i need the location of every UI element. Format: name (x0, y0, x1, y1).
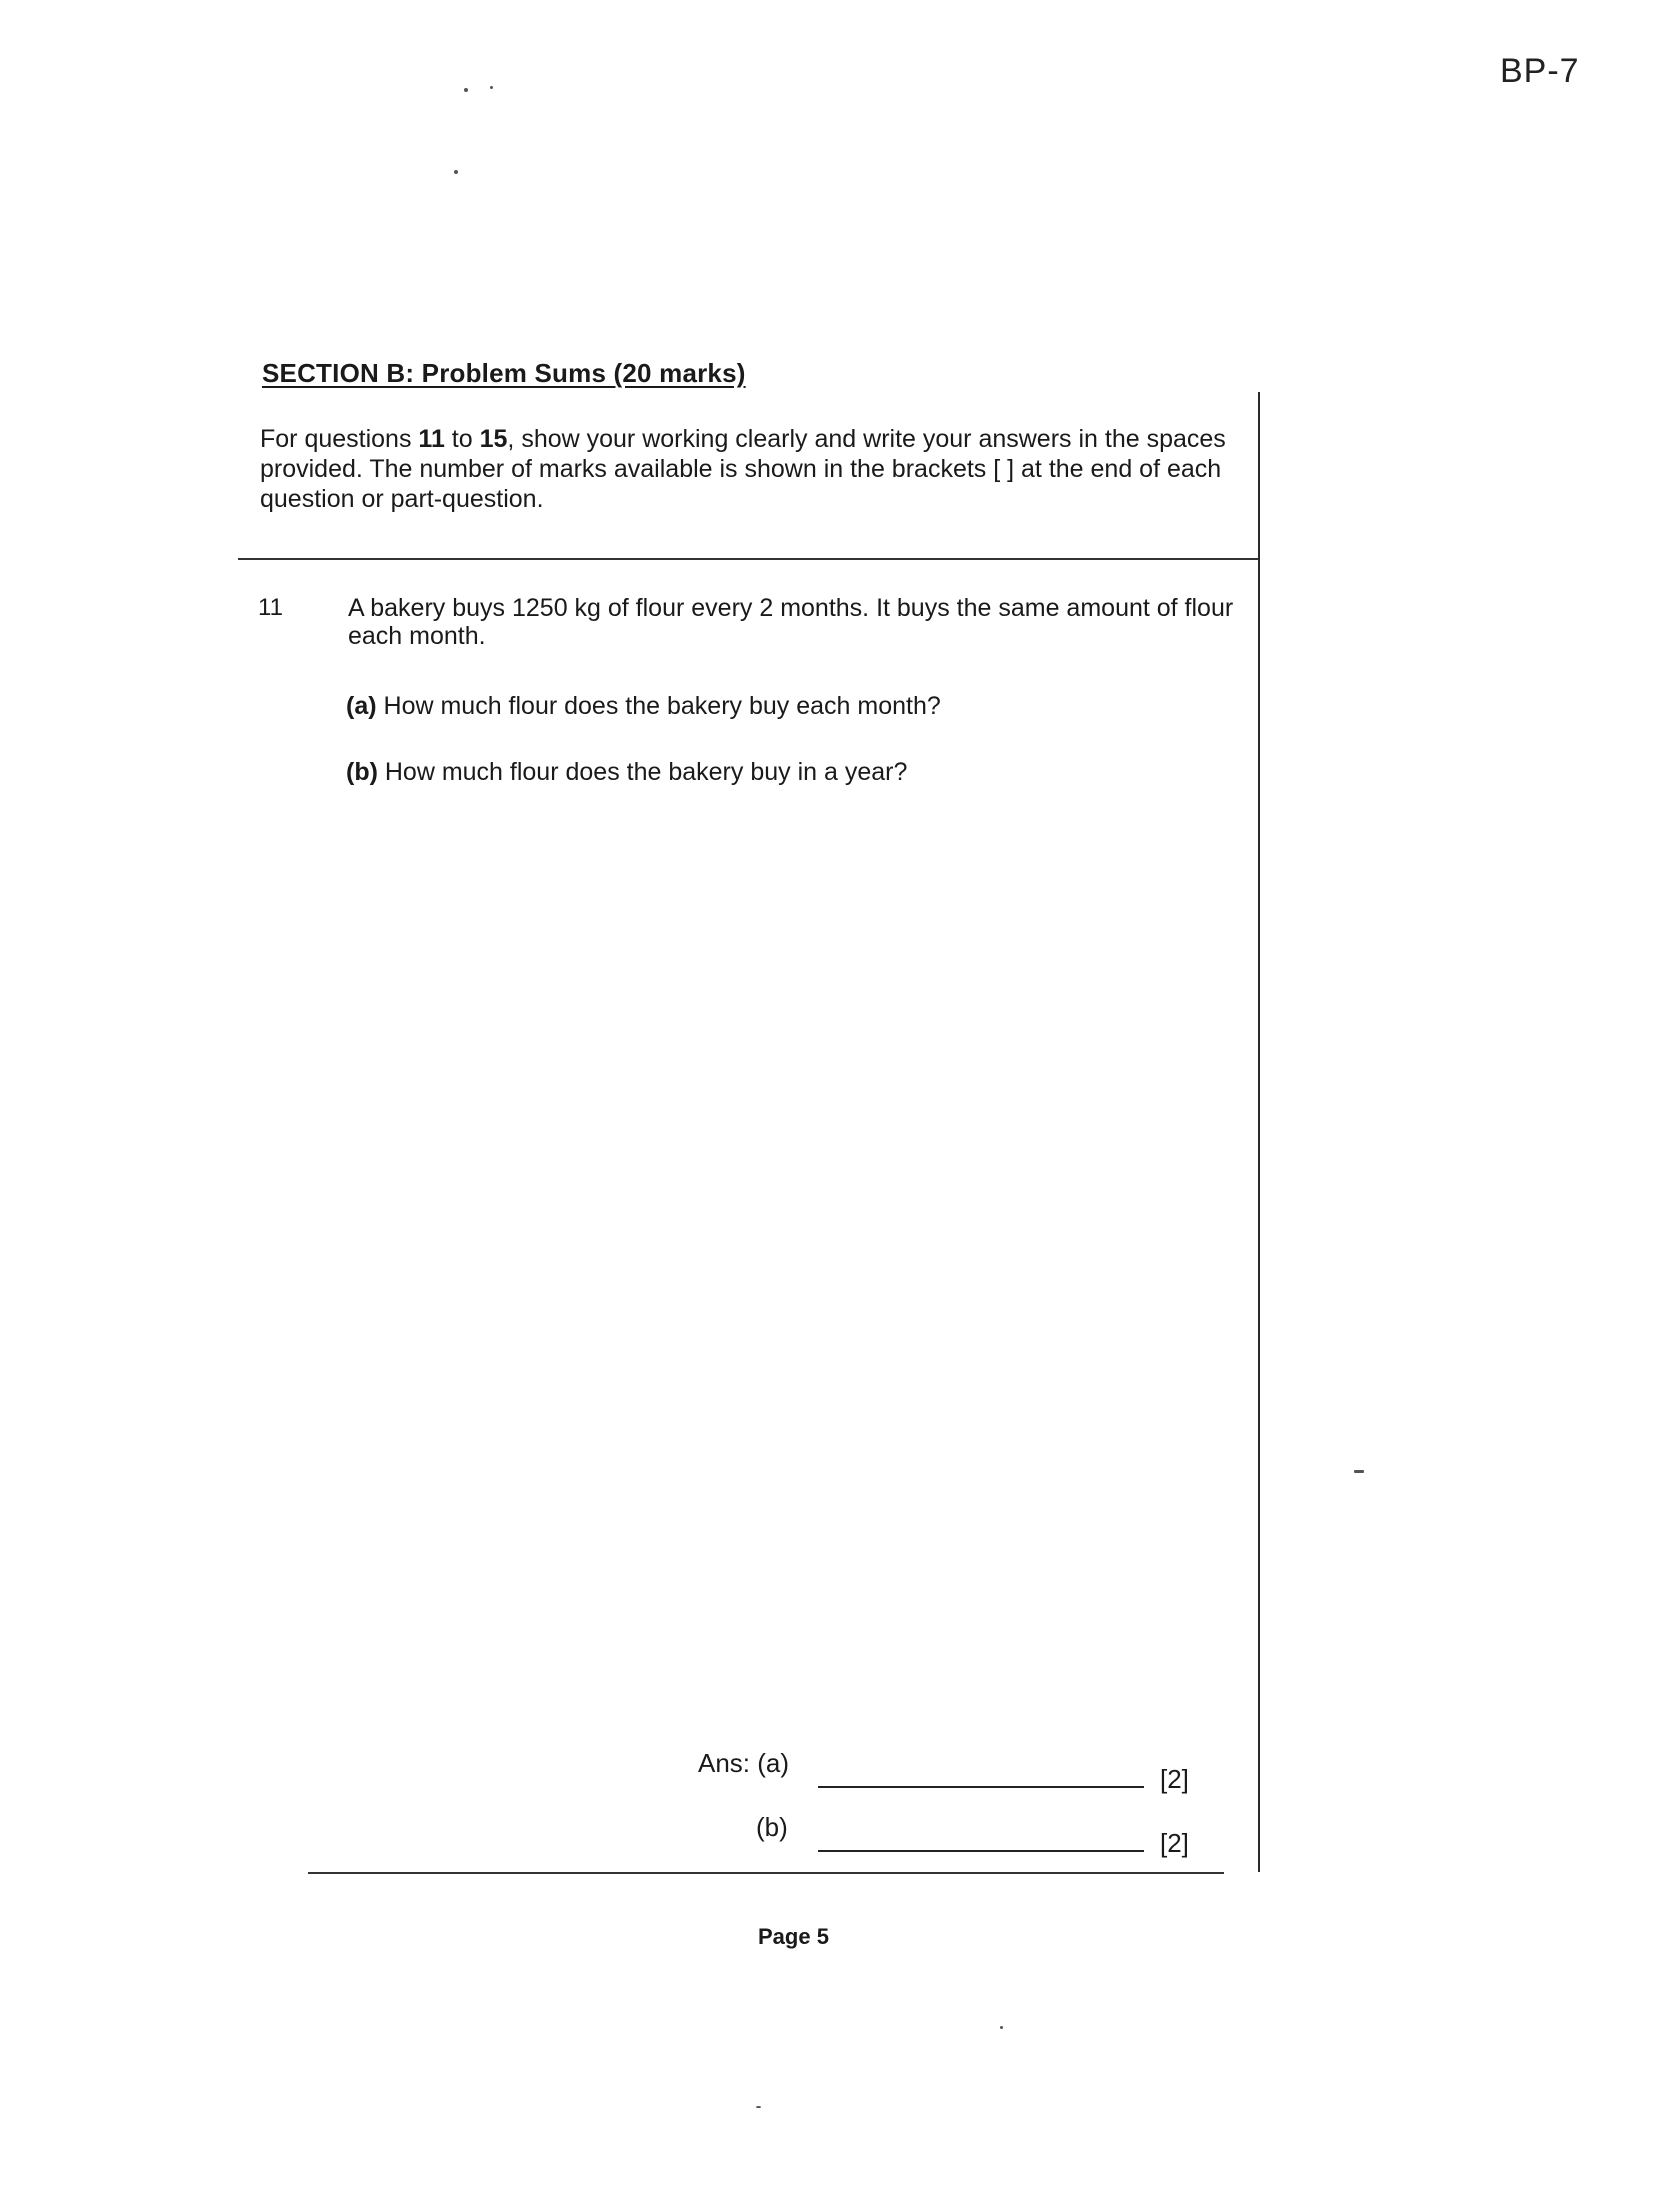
instructions (260, 424, 1240, 514)
question-part-a (346, 692, 941, 721)
scan-speck (464, 88, 468, 92)
scan-speck (454, 170, 458, 174)
marks-b: [2] (1160, 1828, 1189, 1858)
instructions-question-end: 15 (479, 425, 508, 453)
instructions-question-start: 11 (418, 425, 445, 453)
page-number: Page 5 (758, 1924, 829, 1949)
answer-a-label: Ans: (a) (698, 1748, 790, 1778)
part-a-label: (a) (346, 692, 377, 720)
answer-b-label: (b) (756, 1812, 788, 1842)
instructions-text-1: For questions (260, 425, 419, 453)
page-code: BP-7 (1500, 52, 1580, 90)
section-title: SECTION B: Problem Sums (20 marks) (262, 358, 746, 388)
header-divider-rule (238, 558, 1258, 560)
marks-a: [2] (1160, 1764, 1189, 1794)
scan-speck (1354, 1470, 1364, 1473)
answer-b-line[interactable] (818, 1850, 1144, 1852)
question-part-b (346, 758, 907, 787)
answer-a-line[interactable] (818, 1786, 1144, 1788)
footer-divider-rule (308, 1872, 1224, 1874)
right-margin-rule (1258, 392, 1260, 1872)
scan-speck (1000, 2026, 1003, 2029)
scan-speck (490, 86, 493, 89)
scan-speck (756, 2106, 761, 2108)
instructions-text-3: , show your working clearly and write your answers in the spaces provided. The number of marks available is shown in the brackets [ ] at the end of each question or part-question. (260, 425, 1226, 513)
question-stem: A bakery buys 1250 kg of flour every 2 months. It buys the same amount of flour each month. (348, 594, 1234, 650)
instructions-text-2: to (444, 425, 480, 453)
part-a-text: How much flour does the bakery buy each month? (376, 692, 941, 720)
part-b-text: How much flour does the bakery buy in a year? (377, 758, 908, 786)
part-b-label: (b) (346, 758, 378, 786)
question-number: 11 (258, 594, 283, 621)
